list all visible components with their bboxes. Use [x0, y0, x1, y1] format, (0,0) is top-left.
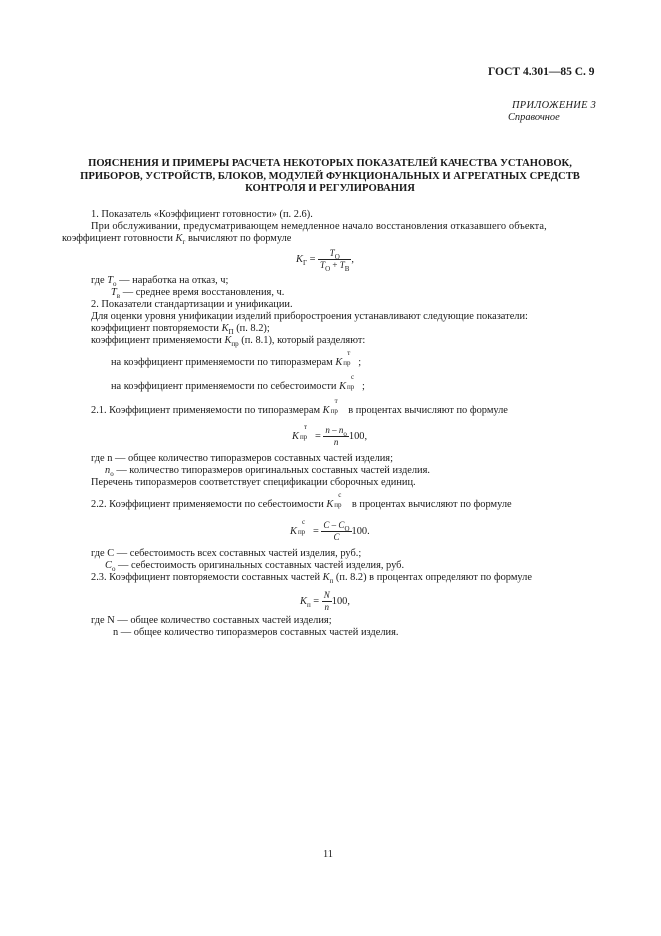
- page-number: 11: [323, 849, 334, 860]
- sec22-heading: 2.2. Коэффициент применяемости по себестоимости K с пр в процентах вычисляют по формуле: [91, 491, 512, 510]
- title-line-3: КОНТРОЛЯ И РЕГУЛИРОВАНИЯ: [245, 183, 415, 195]
- title-line-2: ПРИБОРОВ, УСТРОЙСТВ, БЛОКОВ, МОДУЛЕЙ ФУНКЦИОНАЛЬНЫХ И АГРЕГАТНЫХ СРЕДСТВ: [80, 170, 580, 182]
- title-line-1: ПОЯСНЕНИЯ И ПРИМЕРЫ РАСЧЕТА НЕКОТОРЫХ ПОКАЗАТЕЛЕЙ КАЧЕСТВА УСТАНОВОК,: [88, 158, 572, 169]
- sec2-item-2: на коэффициент применяемости по себестоимости K с пр ;: [111, 373, 365, 392]
- sec2-heading: 2. Показатели стандартизации и унификации.: [91, 299, 293, 310]
- sec1-where-1: где $T_o$ — наработка на отказ, ч;: [91, 275, 229, 289]
- sec2-item-1: на коэффициент применяемости по типоразмерам K т пр ;: [111, 349, 362, 368]
- sec1-heading: 1. Показатель «Коэффициент готовности» (п. 2.6).: [91, 209, 313, 220]
- sec1-where-2: $T_в$ — среднее время восстановления, ч.: [111, 287, 285, 301]
- formula-kpr-t: K т пр = $\frac{n - n_o}{n}$ 100,: [292, 422, 368, 447]
- sec21-note: Перечень типоразмеров соответствует спецификации сборочных единиц.: [91, 477, 416, 488]
- formula-kg: $K_Г$ = $\frac{T_O}{T_O + T_B}$ ,: [296, 248, 354, 273]
- sec21-where-2: $n_o$ — количество типоразмеров оригинальных составных частей изделия.: [105, 465, 430, 479]
- sec23-where-1: где N — общее количество составных частей изделия;: [91, 615, 332, 626]
- sec21-heading: 2.1. Коэффициент применяемости по типоразмерам K т пр в процентах вычисляют по формуле: [91, 397, 508, 416]
- formula-kpr-c: K с пр = $\frac{C - C_O}{C}$ 100.: [290, 517, 370, 542]
- formula-kp: $K_п$ = $\frac{N}{n}$ 100,: [300, 590, 350, 612]
- appendix-note: Справочное: [508, 112, 560, 123]
- appendix-label: ПРИЛОЖЕНИЕ 3: [512, 100, 597, 111]
- sec21-where-1: где n — общее количество типоразмеров составных частей изделия;: [91, 453, 393, 464]
- page-title: [64, 158, 596, 196]
- sec1-paragraph-line1: При обслуживании, предусматривающем немедленное начало восстановления отказавшего объекта,: [91, 221, 547, 232]
- sec22-where-1: где С — себестоимость всех составных частей изделия, руб.;: [91, 548, 362, 559]
- sec23-heading: 2.3. Коэффициент повторяемости составных частей $K_п$ (п. 8.2) в процентах определяют по формуле: [91, 572, 532, 586]
- sec23-where-2: n — общее количество типоразмеров составных частей изделия.: [113, 627, 399, 638]
- doc-reference: ГОСТ 4.301—85 С. 9: [488, 66, 595, 78]
- sec1-paragraph-line2: коэффициент готовности $K_г$ вычисляют по формуле: [62, 233, 292, 247]
- sec2-kp-line: коэффициент повторяемости $K_П$ (п. 8.2);: [91, 323, 270, 337]
- sec2-kpr-line: коэффициент применяемости $K_{пр}$ (п. 8.1), который разделяют:: [91, 335, 366, 349]
- sec2-paragraph: Для оценки уровня унификации изделий приборостроения устанавливают следующие показатели:: [91, 311, 528, 322]
- sec22-where-2: $C_o$ — себестоимость оригинальных составных частей изделия, руб.: [105, 560, 405, 574]
